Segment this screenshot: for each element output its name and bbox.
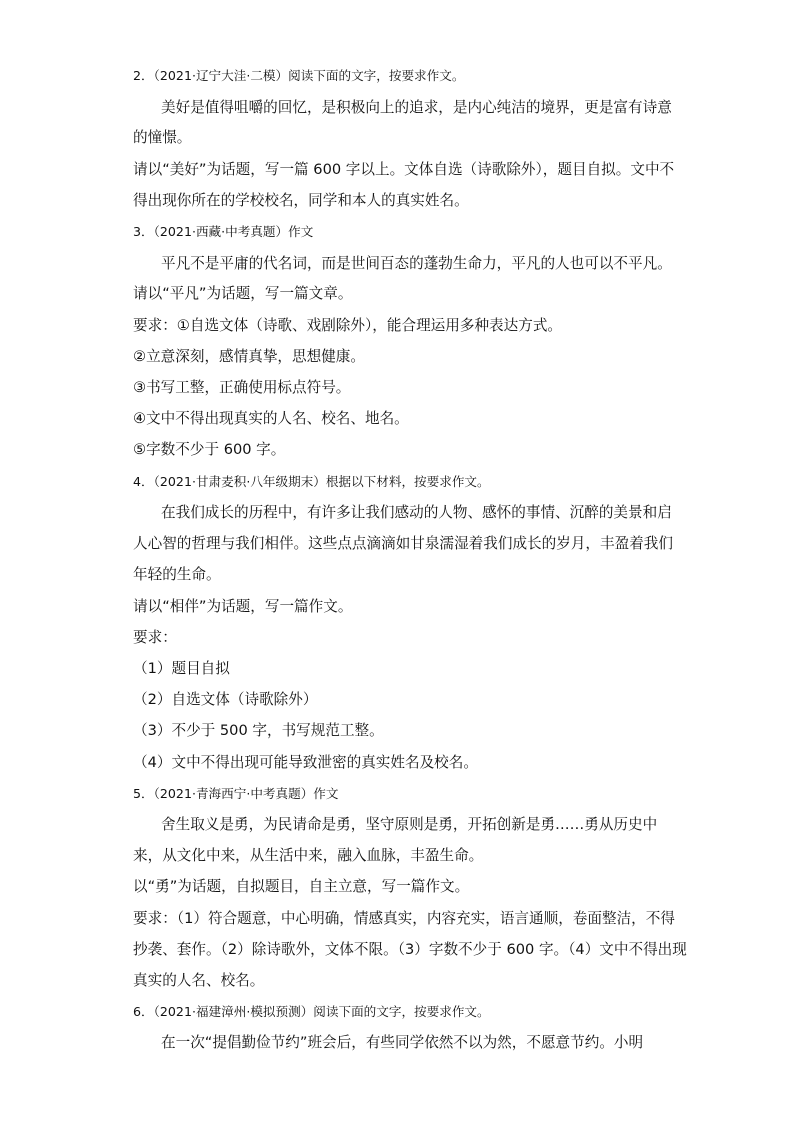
question-2-line: 美好是值得咀嚼的回忆，是积极向上的追求，是内心纯洁的境界，更是富有诗意 — [161, 99, 672, 116]
question-3-line: 平凡不是平庸的代名词，而是世间百态的蓬勃生命力，平凡的人也可以不平凡。 — [161, 255, 672, 272]
question-4-line: （2）自选文体（诗歌除外） — [133, 691, 318, 708]
question-3-line: 请以“平凡”为话题，写一篇文章。 — [133, 285, 353, 302]
question-4-line: 在我们成长的历程中，有许多让我们感动的人物、感怀的事情、沉醉的美景和启 — [161, 504, 672, 521]
question-2-line: 的憧憬。 — [133, 129, 192, 146]
question-2-line: 请以“美好”为话题，写一篇 600 字以上。文体自选（诗歌除外），题目自拟。文中不 — [133, 161, 675, 178]
question-4-line: 人心智的哲理与我们相伴。这些点点滴滴如甘泉濡湿着我们成长的岁月，丰盈着我们 — [133, 535, 673, 552]
question-6-header: 6．（2021·福建漳州·模拟预测）阅读下面的文字，按要求作文。 — [133, 1004, 490, 1019]
question-4-line: 要求： — [133, 629, 177, 646]
question-4-line: 请以“相伴”为话题，写一篇作文。 — [133, 598, 353, 615]
question-4-line: （1）题目自拟 — [133, 660, 230, 677]
question-5-line: 来，从文化中来，从生活中来，融入血脉，丰盈生命。 — [133, 847, 484, 864]
question-3-header: 3．（2021·西藏·中考真题）作文 — [133, 224, 314, 239]
question-4-line: （4）文中不得出现可能导致泄密的真实姓名及校名。 — [133, 754, 478, 771]
question-5-line: 真实的人名、校名。 — [133, 972, 265, 989]
question-3-line: ②立意深刻，感情真挚，思想健康。 — [133, 348, 365, 365]
question-3-line: 要求：①自选文体（诗歌、戏剧除外），能合理运用多种表达方式。 — [133, 317, 563, 334]
question-3-line: ⑤字数不少于 600 字。 — [133, 441, 286, 458]
question-5-line: 以“勇”为话题，自拟题目，自主立意，写一篇作文。 — [133, 878, 470, 895]
question-2-header: 2．（2021·辽宁大洼·二模）阅读下面的文字，按要求作文。 — [133, 68, 465, 83]
question-5-header: 5．（2021·青海西宁·中考真题）作文 — [133, 786, 339, 801]
question-3-line: ③书写工整，正确使用标点符号。 — [133, 379, 351, 396]
question-4-line: 年轻的生命。 — [133, 566, 221, 583]
question-5-line: 要求：（1）符合题意，中心明确，情感真实，内容充实，语言通顺，卷面整洁，不得 — [133, 910, 675, 927]
question-4-line: （3）不少于 500 字，书写规范工整。 — [133, 722, 384, 739]
question-4-header: 4．（2021·甘肃麦积·八年级期末）根据以下材料，按要求作文。 — [133, 474, 490, 489]
question-5-line: 抄袭、套作。（2）除诗歌外，文体不限。（3）字数不少于 600 字。（4）文中不得出现 — [133, 941, 687, 958]
question-3-line: ④文中不得出现真实的人名、校名、地名。 — [133, 410, 409, 427]
question-5-line: 舍生取义是勇，为民请命是勇，坚守原则是勇，开拓创新是勇……勇从历史中 — [161, 816, 658, 833]
question-6-line: 在一次“提倡勤俭节约”班会后，有些同学依然不以为然，不愿意节约。小明 — [161, 1034, 644, 1051]
question-2-line: 得出现你所在的学校校名，同学和本人的真实姓名。 — [133, 192, 469, 209]
